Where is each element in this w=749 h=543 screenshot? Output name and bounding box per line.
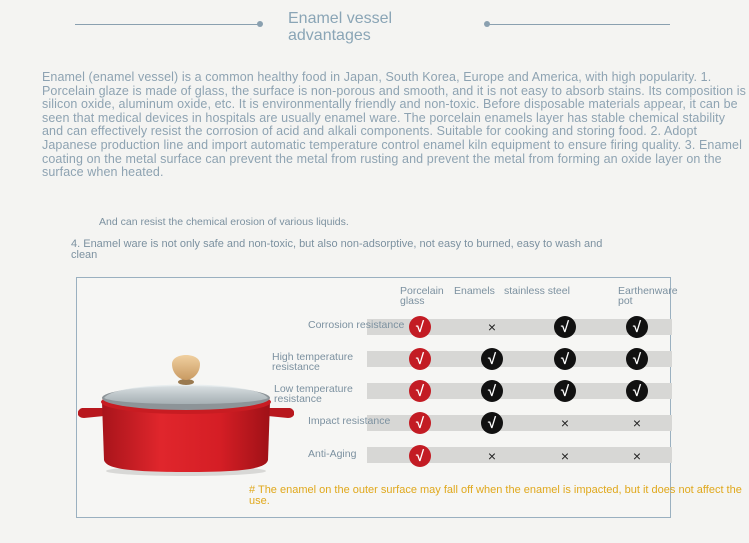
cross-icon-earthenware-pot-row4: × [632, 415, 642, 431]
row-label-anti-aging: Anti-Aging [308, 448, 357, 460]
chemical-note: And can resist the chemical erosion of various liquids. [99, 216, 349, 228]
check-icon-earthenware-pot-row1: √ [626, 316, 648, 338]
check-icon-enamels-row4: √ [481, 412, 503, 434]
check-icon-stainless-steel-row3: √ [554, 380, 576, 402]
check-icon-porcelain-glass-row2: √ [409, 348, 431, 370]
cross-icon-enamels-row1: × [487, 319, 497, 335]
point4-note: 4. Enamel ware is not only safe and non-toxic, but also non-adsorptive, not easy to burned, easy to wash and clean [71, 238, 603, 261]
check-icon-porcelain-glass-row1: √ [409, 316, 431, 338]
header-dot-left [257, 21, 263, 27]
check-icon-enamels-row3: √ [481, 380, 503, 402]
header-rule-left [75, 24, 260, 25]
intro-paragraph: Enamel (enamel vessel) is a common healthy food in Japan, South Korea, Europe and America, with high popularity. 1. Porcelain glaze is made of glass, the surface is non-porous and smooth, and it is not easy to absorb stains. Its composition is silicon oxide, aluminum oxide, etc. It is environmentally friendly and non-toxic. Before disposable materials appear, it can be seen that medical devices in hospitals are usually enamel ware. The porcelain enamels layer has stable chemical stability and can effectively resist the corrosion of acid and alkali components. Suitable for cooking and storing food. 2. Adopt Japanese production line and import automatic temperature control enamel kiln equipment to ensure firing quality. 3. Enamel coating on the metal surface can prevent the metal from rusting and prevent the metal from forming an oxide layer on the surface when heated. [42, 70, 747, 180]
page-title: Enamel vessel advantages [288, 10, 393, 44]
check-icon-porcelain-glass-row4: √ [409, 412, 431, 434]
check-icon-stainless-steel-row1: √ [554, 316, 576, 338]
cross-icon-stainless-steel-row4: × [560, 415, 570, 431]
cross-icon-enamels-row5: × [487, 448, 497, 464]
column-header-porcelain-glass: Porcelain glass [400, 285, 444, 307]
row-label-corrosion: Corrosion resistance [308, 319, 405, 331]
column-header-stainless-steel: stainless steel [504, 285, 570, 297]
row-label-impact: Impact resistance [308, 415, 391, 427]
check-icon-porcelain-glass-row3: √ [409, 380, 431, 402]
row-label-low-temp: Low temperature resistance [274, 383, 353, 405]
row-label-high-temp: High temperature resistance [272, 351, 354, 373]
column-header-earthenware-pot: Earthenware pot [618, 285, 678, 307]
cross-icon-earthenware-pot-row5: × [632, 448, 642, 464]
enamel-pot-illustration [78, 352, 294, 476]
check-icon-enamels-row2: √ [481, 348, 503, 370]
column-header-enamels: Enamels [454, 285, 495, 297]
check-icon-stainless-steel-row2: √ [554, 348, 576, 370]
check-icon-porcelain-glass-row5: √ [409, 445, 431, 467]
header-rule-right [486, 24, 670, 25]
cross-icon-stainless-steel-row5: × [560, 448, 570, 464]
footnote: # The enamel on the outer surface may fall off when the enamel is impacted, but it does not affect the use. [249, 484, 742, 507]
check-icon-earthenware-pot-row3: √ [626, 380, 648, 402]
check-icon-earthenware-pot-row2: √ [626, 348, 648, 370]
